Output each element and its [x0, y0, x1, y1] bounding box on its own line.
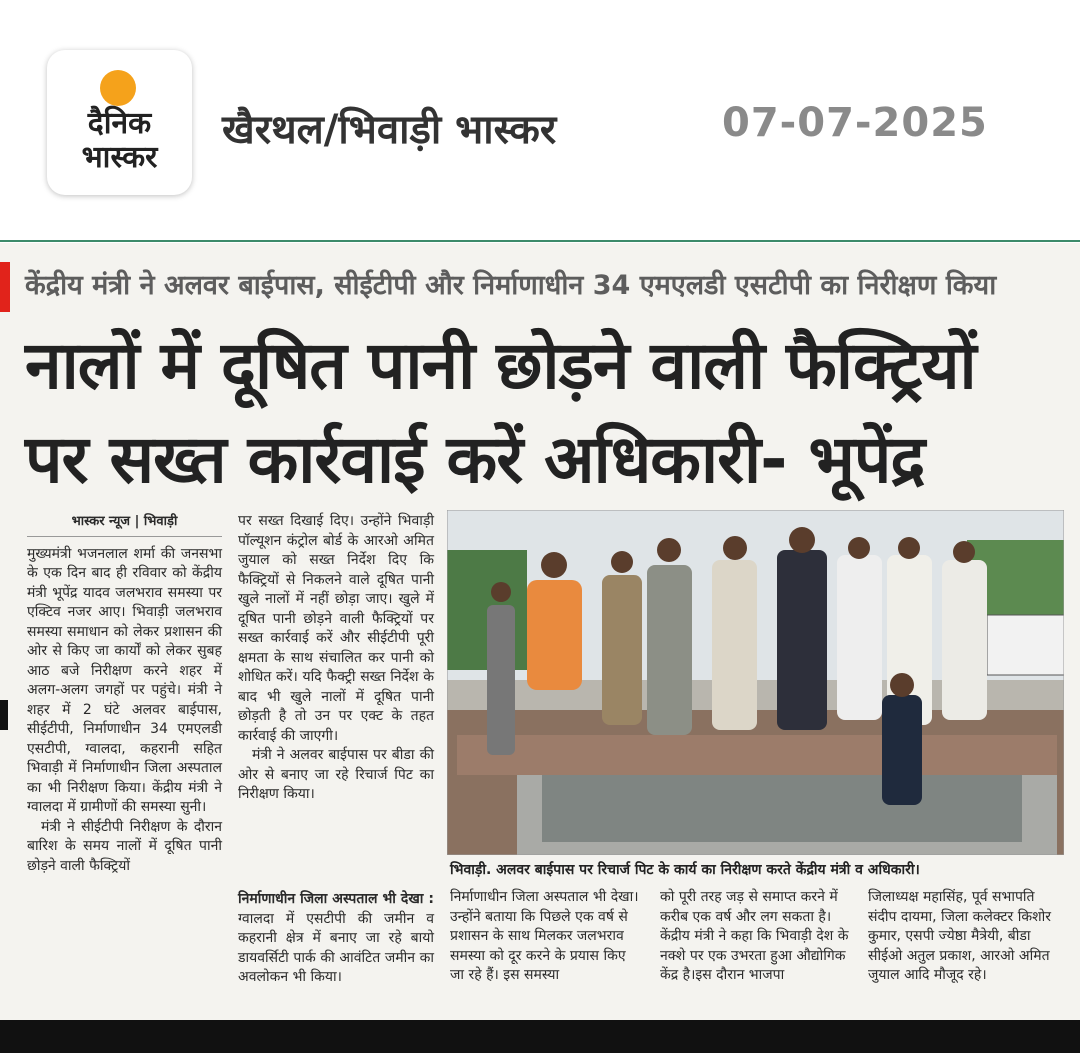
dainik-bhaskar-logo[interactable]: [47, 50, 192, 195]
paragraph: ग्वालदा में एसटीपी की जमीन व कहरानी क्षेत्र में बनाए जा रहे बायो डायवर्सिटी पार्क की आवंटित जमीन का अवलोकन भी किया।: [238, 910, 434, 985]
article-column-2: [238, 512, 434, 805]
kicker-marker: [0, 262, 10, 312]
sun-icon: [100, 70, 136, 106]
inspection-photo-illustration: [447, 510, 1064, 855]
article-column-1: [27, 512, 222, 876]
article-kicker: केंद्रीय मंत्री ने अलवर बाईपास, सीईटीपी और निर्माणाधीन 34 एमएलडी एसटीपी का निरीक्षण किया: [25, 270, 997, 301]
header-divider: [0, 240, 1080, 242]
logo-text-line2: भास्कर: [81, 140, 158, 175]
article-photo: [447, 510, 1064, 855]
article-column-2-subsection: [238, 890, 434, 988]
page-edge-mark: [0, 700, 8, 730]
bottom-bar: [0, 1020, 1080, 1053]
edition-date: 07-07-2025: [722, 100, 988, 146]
article-column-4: को पूरी तरह जड़ से समाप्त करने में करीब एक वर्ष और लग सकता है। केंद्रीय मंत्री ने कहा कि भिवाड़ी देश के नक्शे पर एक उभरता हुआ औद्योगिक केंद्र है।इस दौरान भाजपा: [660, 889, 849, 983]
photo-caption: भिवाड़ी. अलवर बाईपास पर रिचार्ज पिट के कार्य का निरीक्षण करते केंद्रीय मंत्री व अधिकारी।: [450, 862, 920, 878]
byline: भास्कर न्यूज | भिवाड़ी: [27, 512, 222, 537]
article-column-5: जिलाध्यक्ष महासिंह, पूर्व सभापति संदीप दायमा, जिला कलेक्टर किशोर कुमार, एसपी ज्येष्ठा मैत्रेयी, बीडा सीईओ अतुल प्रकाश, आरओ अमित जुयाल आदि मौजूद रहे।: [868, 889, 1051, 983]
paragraph: मंत्री ने अलवर बाईपास पर बीडा की ओर से बनाए जा रहे रिचार्ज पिट का निरीक्षण किया।: [238, 747, 434, 802]
paragraph: पर सख्त दिखाई दिए। उन्होंने भिवाड़ी पॉल्यूशन कंट्रोल बोर्ड के आरओ अमित जुयाल को सख्त निर्देश दिए कि फैक्ट्रियों से निकलने वाले दूषित पानी खुले नालों में नहीं छोड़ा जाए। खुले में दूषित पानी छोड़ने वाली फैक्ट्रियों पर सख्त कार्रवाई करें और सीईटीपी पूरी क्षमता के साथ संचालित कर पानी को शोधित करें। यदि फैक्ट्री सख्त निर्देश के बाद भी खुले नालों में दूषित पानी छोड़ती है तो उन पर एक्ट के तहत कार्रवाई की जाएगी।: [238, 513, 434, 744]
top-bar: [0, 0, 1080, 40]
article-column-3: निर्माणाधीन जिला अस्पताल भी देखा। उन्होंने बताया कि पिछले एक वर्ष से प्रशासन के साथ मिलकर जलभराव समस्या को दूर करने के प्रयास किए जा रहे हैं। इस समस्या: [450, 889, 639, 983]
paragraph: मंत्री ने सीईटीपी निरीक्षण के दौरान बारिश के समय नालों में दूषित पानी छोड़ने वाली फैक्ट्रियों: [27, 818, 222, 874]
paragraph: मुख्यमंत्री भजनलाल शर्मा की जनसभा के एक दिन बाद ही रविवार को केंद्रीय मंत्री भूपेंद्र यादव जलभराव समस्या पर एक्टिव नजर आए। भिवाड़ी जलभराव समस्या समाधान को लेकर प्रशासन की ओर से किए जा कार्यों को लेकर सुबह आठ बजे निरीक्षण करने शहर में अलग-अलग जगहों पर पहुंचे। मंत्री ने शहर में 2 घंटे अलवर बाईपास, सीईटीपी, निर्माणाधीन 34 एमएलडी एसटीपी, ग्वालदा, कहरानी सहित भिवाड़ी में निर्माणाधीन जिला अस्पताल का भी निरीक्षण किया। केंद्रीय मंत्री ने ग्वालदा में ग्रामीणों की समस्या सुनी।: [27, 545, 222, 815]
headline-line-1: नालों में दूषित पानी छोड़ने वाली फैक्ट्रियों: [25, 327, 976, 404]
edition-title: खैरथल/भिवाड़ी भास्कर: [222, 107, 557, 153]
headline-line-2: पर सख्त कार्रवाई करें अधिकारी- भूपेंद्र: [25, 421, 925, 498]
logo-text-line1: दैनिक: [87, 106, 152, 141]
subheading: निर्माणाधीन जिला अस्पताल भी देखा :: [238, 891, 434, 907]
